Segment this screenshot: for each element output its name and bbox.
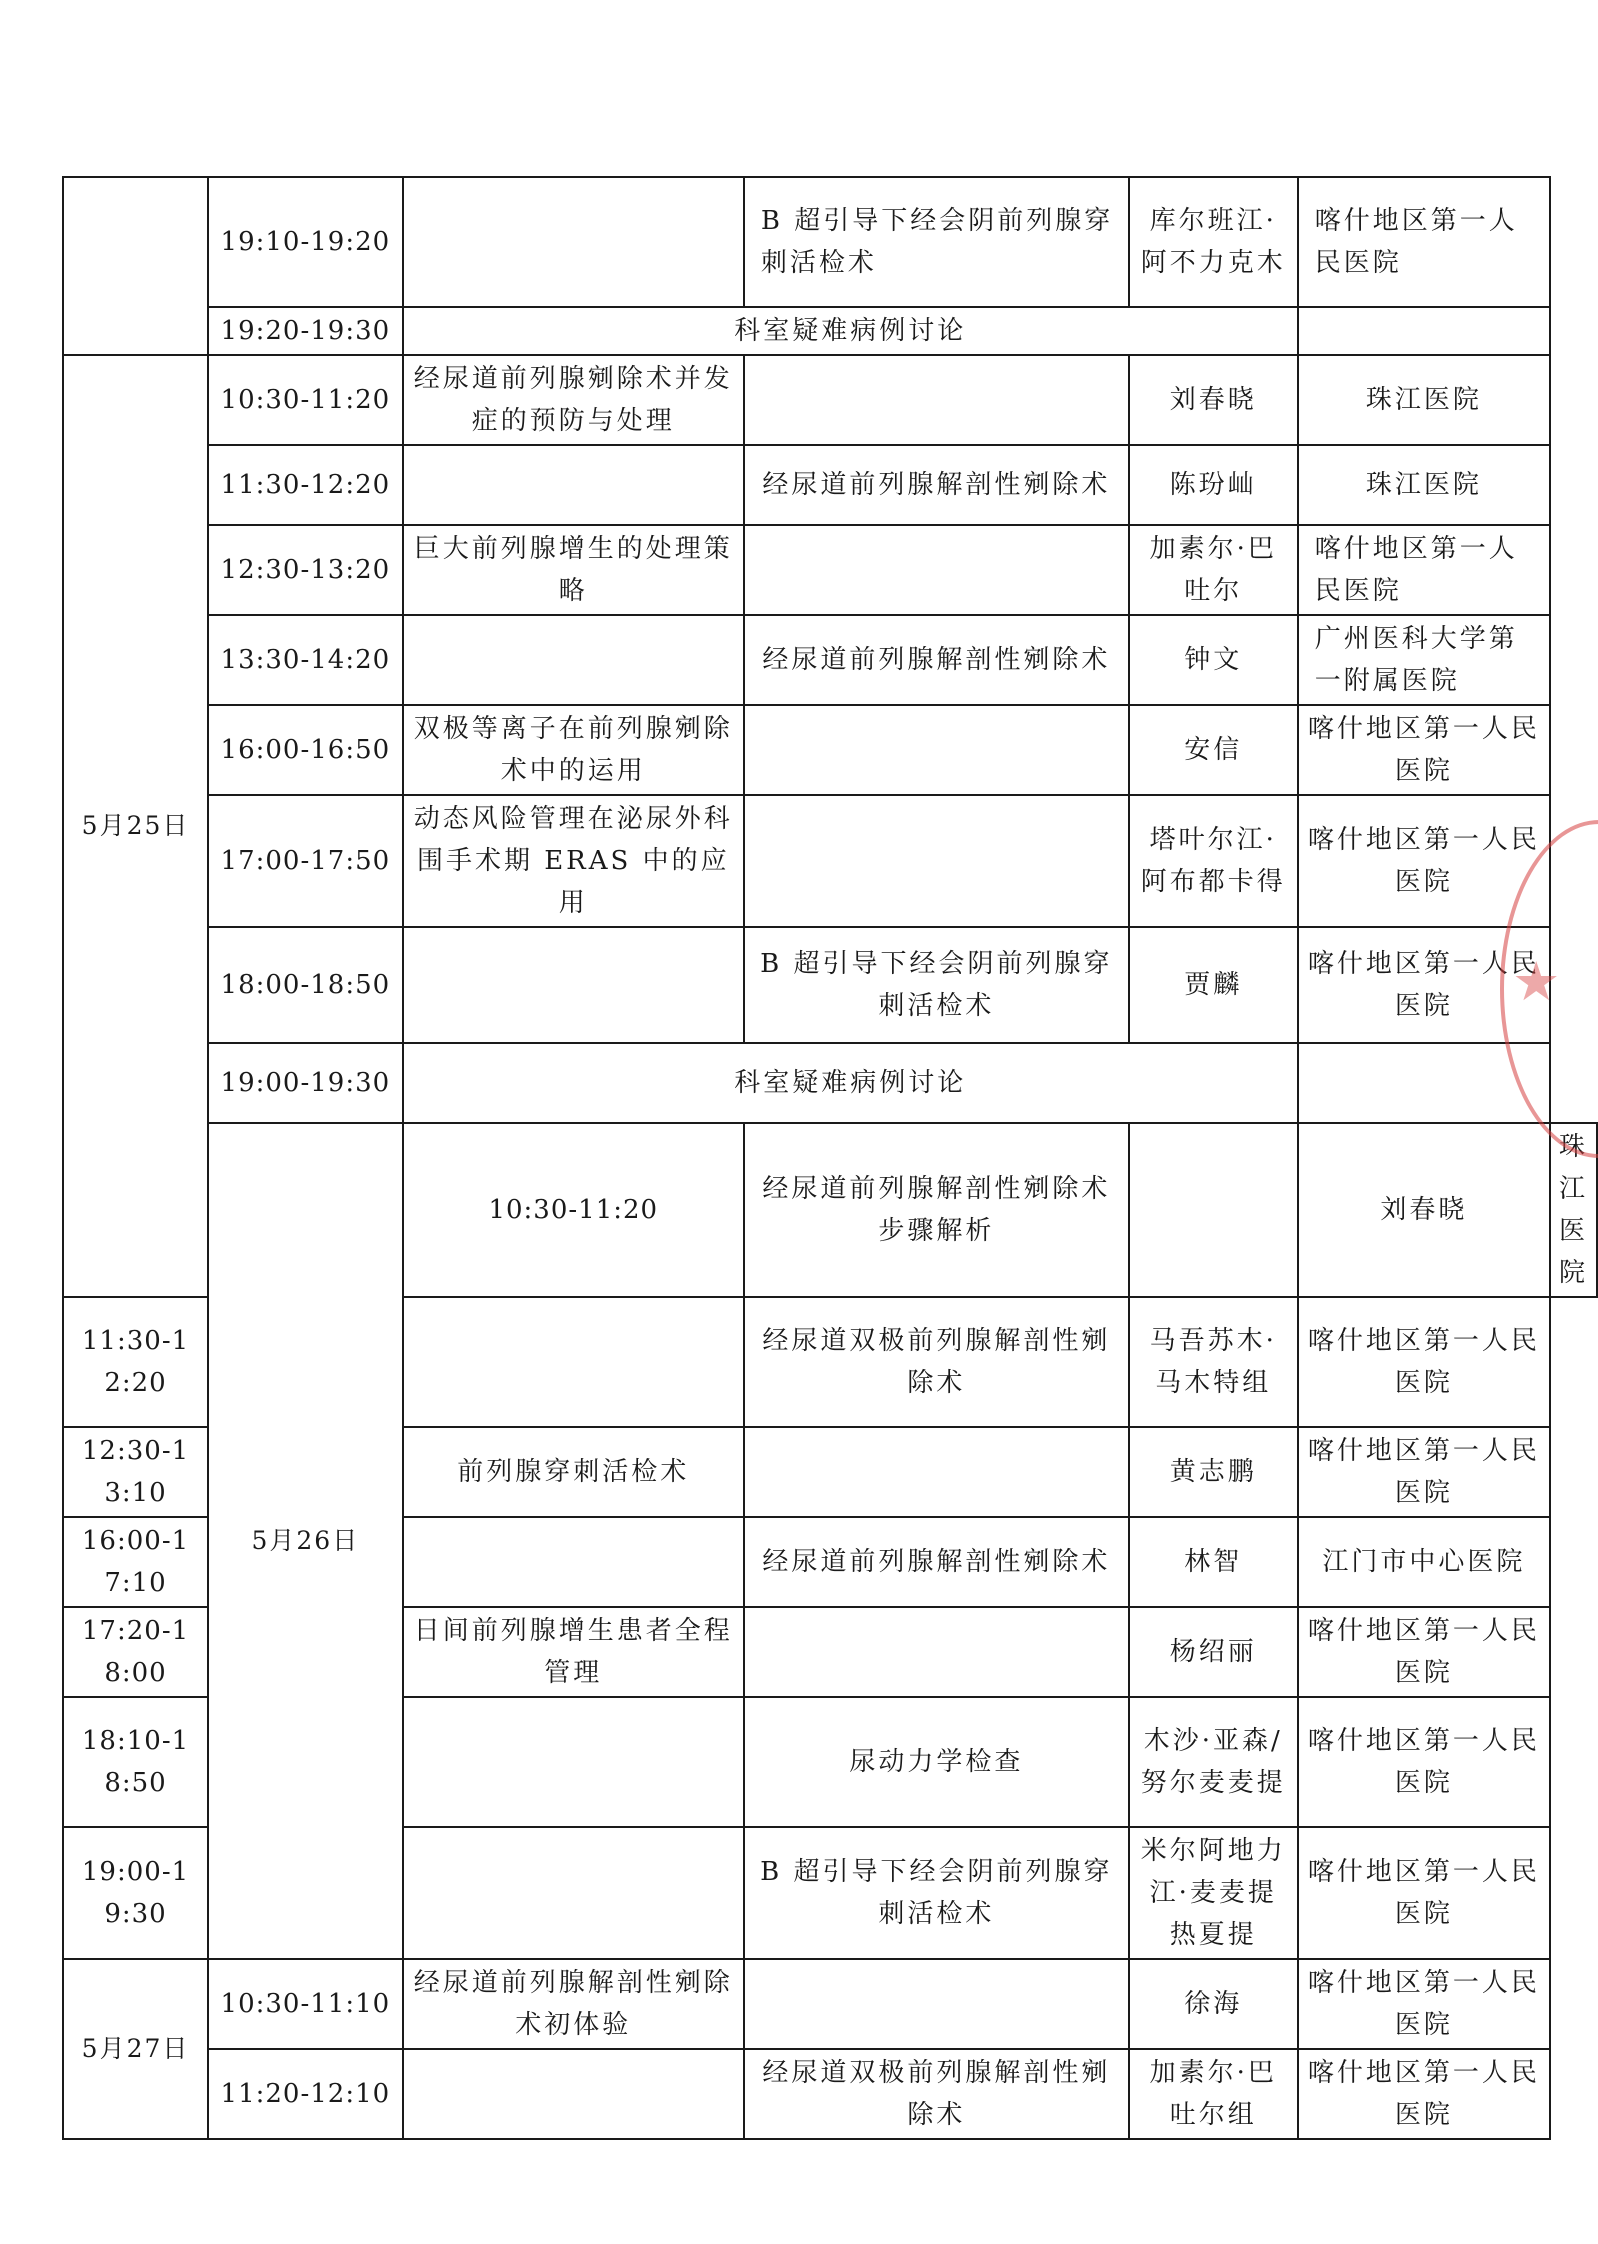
lecture-topic-cell: 经尿道前列腺解剖性剜除术步骤解析 (744, 1123, 1129, 1297)
time-cell: 11:30-12:20 (208, 445, 403, 525)
hospital-cell: 喀什地区第一人民医院 (1298, 2049, 1550, 2139)
speaker-cell: 陈玢屾 (1129, 445, 1298, 525)
practice-topic-cell: 经尿道双极前列腺解剖性剜除术 (744, 2049, 1129, 2139)
table-row (63, 615, 1597, 705)
speaker-cell: 刘春晓 (1129, 355, 1298, 445)
practice-topic-cell: B 超引导下经会阴前列腺穿刺活检术 (744, 1827, 1129, 1959)
time-cell: 10:30-11:20 (403, 1123, 744, 1297)
hospital-cell (1298, 1043, 1550, 1123)
lecture-topic-cell (403, 2049, 744, 2139)
practice-topic-cell (1129, 1123, 1298, 1297)
time-cell: 10:30-11:20 (208, 355, 403, 445)
table-row (63, 445, 1597, 525)
hospital-cell: 广州医科大学第一附属医院 (1298, 615, 1550, 705)
practice-topic-cell: 经尿道前列腺解剖性剜除术 (744, 1517, 1129, 1607)
date-cell: 5月26日 (208, 1123, 403, 1959)
lecture-topic-cell (403, 1827, 744, 1959)
date-cell: 5月27日 (63, 1959, 208, 2139)
date-cell (63, 177, 208, 355)
practice-topic-cell (744, 1959, 1129, 2049)
hospital-cell: 珠江医院 (1550, 1123, 1597, 1297)
time-cell: 16:00-17:10 (63, 1517, 208, 1607)
lecture-topic-cell: 日间前列腺增生患者全程管理 (403, 1607, 744, 1697)
lecture-topic-cell: 前列腺穿刺活检术 (403, 1427, 744, 1517)
time-cell: 12:30-13:10 (63, 1427, 208, 1517)
time-cell: 17:20-18:00 (63, 1607, 208, 1697)
hospital-cell: 喀什地区第一人民医院 (1298, 1959, 1550, 2049)
hospital-cell: 喀什地区第一人民医院 (1298, 1607, 1550, 1697)
speaker-cell: 加素尔·巴吐尔 (1129, 525, 1298, 615)
speaker-cell: 库尔班江·阿不力克木 (1129, 177, 1298, 307)
hospital-cell: 喀什地区第一人民医院 (1298, 1697, 1550, 1827)
hospital-cell (1298, 307, 1550, 355)
schedule-table (62, 176, 1598, 2140)
table-row (63, 355, 1597, 445)
table-row (63, 705, 1597, 795)
time-cell: 16:00-16:50 (208, 705, 403, 795)
table-row (63, 177, 1597, 307)
hospital-cell: 喀什地区第一人民医院 (1298, 525, 1550, 615)
practice-topic-cell: B 超引导下经会阴前列腺穿刺活检术 (744, 177, 1129, 307)
speaker-cell: 黄志鹏 (1129, 1427, 1298, 1517)
time-cell: 19:10-19:20 (208, 177, 403, 307)
practice-topic-cell (744, 355, 1129, 445)
time-cell: 12:30-13:20 (208, 525, 403, 615)
time-cell: 11:30-12:20 (63, 1297, 208, 1427)
hospital-cell: 喀什地区第一人民医院 (1298, 177, 1550, 307)
speaker-cell: 刘春晓 (1298, 1123, 1550, 1297)
practice-topic-cell (744, 795, 1129, 927)
speaker-cell: 贾麟 (1129, 927, 1298, 1043)
table-row (63, 525, 1597, 615)
practice-topic-cell (744, 705, 1129, 795)
table-row (63, 2049, 1597, 2139)
seal-star-icon: ★ (1512, 950, 1561, 1013)
hospital-cell: 珠江医院 (1298, 355, 1550, 445)
merged-topic-cell: 科室疑难病例讨论 (403, 1043, 1298, 1123)
practice-topic-cell (744, 1427, 1129, 1517)
time-cell: 19:00-19:30 (208, 1043, 403, 1123)
practice-topic-cell: 尿动力学检查 (744, 1697, 1129, 1827)
lecture-topic-cell: 动态风险管理在泌尿外科围手术期 ERAS 中的应用 (403, 795, 744, 927)
practice-topic-cell (744, 1607, 1129, 1697)
speaker-cell: 安信 (1129, 705, 1298, 795)
time-cell: 18:00-18:50 (208, 927, 403, 1043)
lecture-topic-cell (403, 445, 744, 525)
time-cell: 11:20-12:10 (208, 2049, 403, 2139)
time-cell: 17:00-17:50 (208, 795, 403, 927)
speaker-cell: 米尔阿地力江·麦麦提热夏提 (1129, 1827, 1298, 1959)
speaker-cell: 塔叶尔江·阿布都卡得 (1129, 795, 1298, 927)
table-row (63, 307, 1597, 355)
practice-topic-cell: 经尿道前列腺解剖性剜除术 (744, 615, 1129, 705)
lecture-topic-cell: 双极等离子在前列腺剜除术中的运用 (403, 705, 744, 795)
practice-topic-cell: 经尿道前列腺解剖性剜除术 (744, 445, 1129, 525)
speaker-cell: 钟文 (1129, 615, 1298, 705)
merged-topic-cell: 科室疑难病例讨论 (403, 307, 1298, 355)
lecture-topic-cell: 经尿道前列腺解剖性剜除术初体验 (403, 1959, 744, 2049)
hospital-cell: 喀什地区第一人民医院 (1298, 1827, 1550, 1959)
lecture-topic-cell (403, 927, 744, 1043)
time-cell: 13:30-14:20 (208, 615, 403, 705)
speaker-cell: 杨绍丽 (1129, 1607, 1298, 1697)
hospital-cell: 珠江医院 (1298, 445, 1550, 525)
hospital-cell: 喀什地区第一人民医院 (1298, 1297, 1550, 1427)
speaker-cell: 徐海 (1129, 1959, 1298, 2049)
hospital-cell: 喀什地区第一人民医院 (1298, 705, 1550, 795)
table-row (63, 795, 1597, 927)
practice-topic-cell: B 超引导下经会阴前列腺穿刺活检术 (744, 927, 1129, 1043)
lecture-topic-cell (403, 1517, 744, 1607)
speaker-cell: 马吾苏木·马木特组 (1129, 1297, 1298, 1427)
speaker-cell: 加素尔·巴吐尔组 (1129, 2049, 1298, 2139)
time-cell: 19:20-19:30 (208, 307, 403, 355)
hospital-cell: 喀什地区第一人民医院 (1298, 1427, 1550, 1517)
lecture-topic-cell (403, 177, 744, 307)
practice-topic-cell: 经尿道双极前列腺解剖性剜除术 (744, 1297, 1129, 1427)
lecture-topic-cell (403, 615, 744, 705)
time-cell: 19:00-19:30 (63, 1827, 208, 1959)
speaker-cell: 木沙·亚森/努尔麦麦提 (1129, 1697, 1298, 1827)
table-row (63, 1043, 1597, 1123)
speaker-cell: 林智 (1129, 1517, 1298, 1607)
time-cell: 10:30-11:10 (208, 1959, 403, 2049)
time-cell: 18:10-18:50 (63, 1697, 208, 1827)
table-row (63, 1123, 1597, 1297)
lecture-topic-cell (403, 1697, 744, 1827)
date-cell: 5月25日 (63, 355, 208, 1297)
hospital-cell: 喀什地区第一人民医院 (1298, 795, 1550, 927)
hospital-cell: 江门市中心医院 (1298, 1517, 1550, 1607)
lecture-topic-cell (403, 1297, 744, 1427)
hospital-cell: 喀什地区第一人民医院 (1298, 927, 1550, 1043)
lecture-topic-cell: 巨大前列腺增生的处理策略 (403, 525, 744, 615)
lecture-topic-cell: 经尿道前列腺剜除术并发症的预防与处理 (403, 355, 744, 445)
practice-topic-cell (744, 525, 1129, 615)
table-row (63, 927, 1597, 1043)
table-row (63, 1959, 1597, 2049)
